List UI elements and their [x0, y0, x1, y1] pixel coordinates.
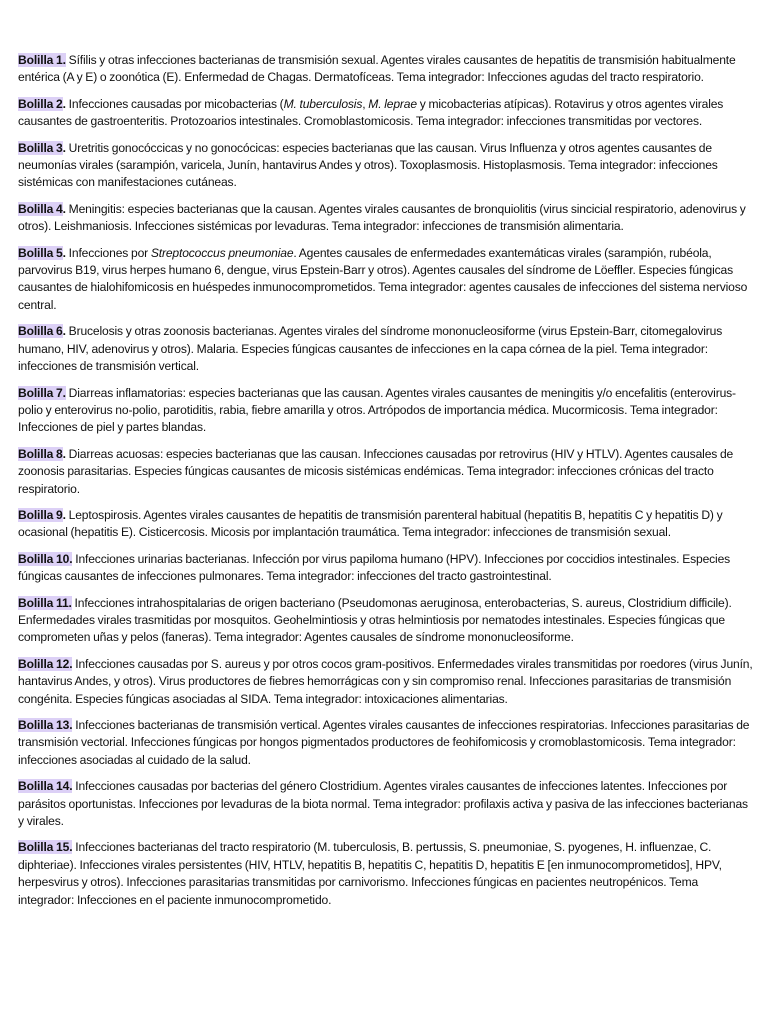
bolilla-text: Diarreas acuosas: especies bacterianas que las causan. Infecciones causadas por retrovirus (HIV y HTLV). Agentes causales de zoonosis parasitarias. Especies fúngicas causantes de micosis sistémicas endémicas. Tema integrador: infecciones crónicas del tracto respiratorio.	[18, 446, 734, 496]
bolilla-7	[18, 385, 754, 437]
bolilla-text: Infecciones causadas por bacterias del género Clostridium. Agentes virales causantes de infecciones latentes. Infecciones por parásitos oportunistas. Infecciones por levaduras de la biota normal. Tema integrador: profilaxis activa y pasiva de las infecciones bacterianas y virales.	[18, 779, 748, 829]
bolilla-9: Bolilla 9. Leptospirosis. Agentes virales causantes de hepatitis de transmisión parenteral habitual (hepatitis B, hepatitis C y hepatitis D) y ocasional (hepatitis E). Cisticercosis. Micosis por implantación traumática. Tema integrador: infecciones de transmisión sexual.	[18, 507, 723, 540]
bolilla-10	[18, 551, 754, 586]
bolilla-5: Bolilla 5. Infecciones por Streptococcus pneumoniae. Agentes causales de enfermedades exantemáticas virales (sarampión, rubéola, parvovirus B19, virus herpes humano 6, dengue, virus Epstein-Barr y otros). Agentes causales del síndrome de Löeffler. Especies fúngicas causantes de hialohifomicosis en huéspedes inmunocomprometidos. Tema integrador: agentes causales de infecciones del sistema nervioso central.	[18, 245, 748, 312]
bolilla-4: Bolilla 4. Meningitis: especies bacterianas que la causan. Agentes virales causantes de bronquiolitis (virus sincicial respiratorio, adenovirus y otros). Leishmaniosis. Infecciones sistémicas por levaduras. Tema integrador: infecciones de transmisión alimentaria.	[18, 201, 746, 234]
bolilla-label: Bolilla 3	[18, 140, 63, 155]
bolilla-3: Bolilla 3. Uretritis gonocóccicas y no gonocócicas: especies bacterianas que las causan. Virus Influenza y otros agentes causantes de neumonías virales (sarampión, varicela, Junín, hantavirus Andes y otros). Toxoplasmosis. Histoplasmosis. Tema integrador: infecciones sistémicas con manifestaciones cutáneas.	[18, 140, 718, 190]
bolilla-text: Brucelosis y otras zoonosis bacterianas. Agentes virales del síndrome mononucleosiforme (virus Epstein-Barr, citomegalovirus humano, HIV, adenovirus y otros). Malaria. Especies fúngicas causantes de infecciones en la capa córnea de la piel. Tema integrador: infecciones de transmisión vertical.	[18, 324, 723, 374]
bolilla-13	[18, 717, 754, 769]
bolilla-text: Infecciones por	[65, 245, 151, 260]
bolilla-12	[18, 656, 754, 708]
bolilla-label: Bolilla 9	[18, 507, 63, 522]
bolilla-label: Bolilla 6	[18, 324, 63, 339]
bolilla-label: Bolilla 14.	[18, 779, 73, 794]
bolilla-text: Infecciones bacterianas de transmisión vertical. Agentes virales causantes de infecciones respiratorias. Infecciones parasitarias de transmisión vectorial. Infecciones fúngicas por hongos pigmentados productores de feohifomicosis y cromoblastomicosis. Tema integrador: infecciones asociadas al cuidado de la salud.	[18, 718, 750, 767]
organism-name: M. tuberculosis	[283, 96, 363, 111]
bolilla-text: Infecciones causadas por micobacterias (	[65, 96, 284, 111]
bolilla-text: Uretritis gonocóccicas y no gonocócicas: especies bacterianas que las causan. Virus Influenza y otros agentes causantes de neumonías virales (sarampión, varicela, Junín, hantavirus Andes y otros). Toxoplasmosis. Histoplasmosis. Tema integrador: infecciones sistémicas con manifestaciones cutáneas.	[18, 140, 718, 190]
bolilla-label: Bolilla 7.	[18, 385, 66, 400]
bolilla-label: Bolilla 15.	[18, 840, 73, 855]
bolilla-label: Bolilla 4	[18, 201, 63, 216]
organism-name: Streptococcus pneumoniae	[150, 245, 294, 260]
bolilla-text: Infecciones causadas por S. aureus y por otros cocos gram-positivos. Enfermedades virales transmitidas por roedores (virus Junín, hantavirus Andes, y otros). Virus productores de fiebres hemorrágicas con y sin compromiso renal. Infecciones parasitarias de transmisión congénita. Especies fúngicas asociadas al SIDA. Tema integrador: intoxicaciones alimentarias.	[18, 656, 753, 706]
bolilla-text: Infecciones urinarias bacterianas. Infección por virus papiloma humano (HPV). Infecciones por coccidios intestinales. Especies fúngicas causantes de infecciones pulmonares. Tema integrador: infecciones del tracto gastrointestinal.	[18, 551, 731, 584]
bolilla-6: Bolilla 6. Brucelosis y otras zoonosis bacterianas. Agentes virales del síndrome mononucleosiforme (virus Epstein-Barr, citomegalovirus humano, HIV, adenovirus y otros). Malaria. Especies fúngicas causantes de infecciones en la capa córnea de la piel. Tema integrador: infecciones de transmisión vertical.	[18, 324, 723, 374]
bolilla-8: Bolilla 8. Diarreas acuosas: especies bacterianas que las causan. Infecciones causadas por retrovirus (HIV y HTLV). Agentes causales de zoonosis parasitarias. Especies fúngicas causantes de micosis sistémicas endémicas. Tema integrador: infecciones crónicas del tracto respiratorio.	[18, 446, 734, 496]
bolilla-label: Bolilla 8	[18, 446, 63, 461]
bolilla-text: Sífilis y otras infecciones bacterianas de transmisión sexual. Agentes virales causantes de hepatitis de transmisión habitualmente entérica (A y E) o zoonótica (E). Enfermedad de Chagas. Dermatofíceas. Tema integrador: Infecciones agudas del tracto respiratorio.	[18, 53, 736, 85]
bolilla-14	[18, 778, 754, 830]
bolilla-label: Bolilla 13.	[18, 718, 73, 732]
bolilla-text: Infecciones intrahospitalarias de origen bacteriano (Pseudomonas aeruginosa, enterobacterias, S. aureus, Clostridium difficile). Enfermedades virales trasmitidas por mosquitos. Geohelmintiosis y otras helmintiosis por nematodes intestinales. Especies fúngicas que comprometen uñas y pelos (faneras). Tema integrador: Agentes causales de síndrome mononucleosiforme.	[18, 595, 732, 645]
bolilla-1	[18, 52, 754, 87]
bolilla-text: Meningitis: especies bacterianas que la causan. Agentes virales causantes de bronquiolitis (virus sincicial respiratorio, adenovirus y otros). Leishmaniosis. Infecciones sistémicas por levaduras. Tema integrador: infecciones de transmisión alimentaria.	[18, 201, 746, 234]
bolilla-label: Bolilla 2	[18, 96, 63, 111]
bolilla-label: Bolilla 10.	[18, 551, 73, 566]
bolilla-text: Diarreas inflamatorias: especies bacterianas que las causan. Agentes virales causantes de meningitis y/o encefalitis (enterovirus-polio y enterovirus no-polio, parotiditis, rabia, fiebre amarilla y otros. Artrópodos de importancia médica. Mucormicosis. Tema integrador: Infecciones de piel y partes blandas.	[18, 385, 736, 435]
bolilla-label: Bolilla 5	[18, 245, 63, 260]
bolilla-text: Infecciones bacterianas del tracto respiratorio (M. tuberculosis, B. pertussis, S. pneumoniae, S. pyogenes, H. influenzae, C. diphteriae). Infecciones virales persistentes (HIV, HTLV, hepatitis B, hepatitis C, hepatitis D, hepatitis E [en inmunocomprometidos], HPV, herpesvirus y otros). Infecciones parasitarias transmitidas por carnivorismo. Infecciones fúngicas en pacientes neutropénicos. Tema integrador: Infecciones en el paciente inmunocomprometido.	[18, 840, 722, 907]
bolilla-label: Bolilla 11.	[18, 595, 72, 610]
bolilla-label: Bolilla 1.	[18, 53, 66, 67]
bolilla-11	[18, 595, 754, 647]
bolilla-2: Bolilla 2. Infecciones causadas por micobacterias (M. tuberculosis, M. leprae y micobacterias atípicas). Rotavirus y otros agentes virales causantes de gastroenteritis. Protozoarios intestinales. Cromoblastomicosis. Tema integrador: infecciones transmitidas por vectores.	[18, 96, 724, 129]
bolilla-15	[18, 839, 754, 909]
bolilla-label: Bolilla 12.	[18, 656, 73, 671]
bolilla-text: Leptospirosis. Agentes virales causantes de hepatitis de transmisión parenteral habitual (hepatitis B, hepatitis C y hepatitis D) y ocasional (hepatitis E). Cisticercosis. Micosis por implantación traumática. Tema integrador: infecciones de transmisión sexual.	[18, 507, 723, 540]
organism-name: M. leprae	[368, 96, 417, 111]
